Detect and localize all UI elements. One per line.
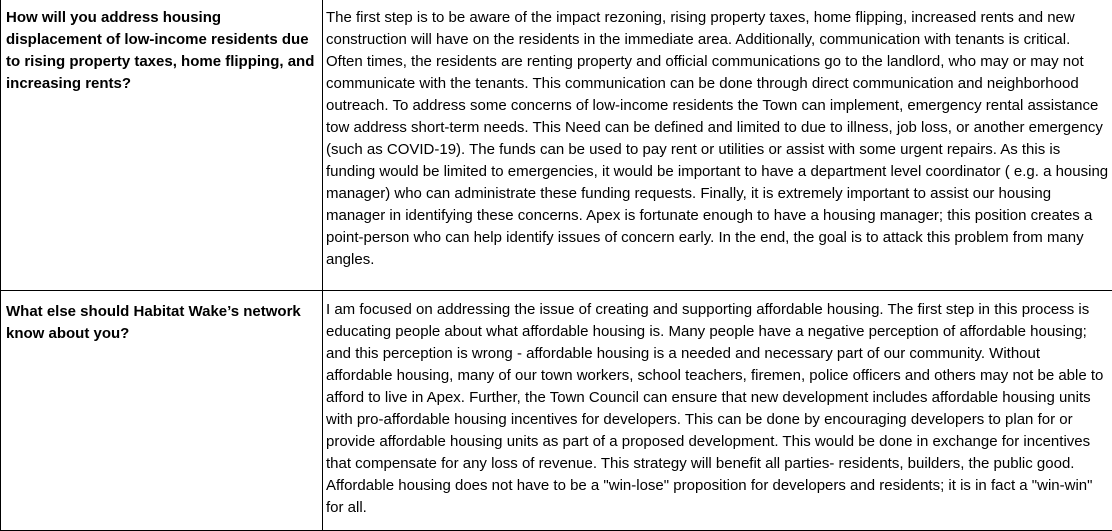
question-cell: How will you address housing displacement of low-income residents due to rising property taxes, home flipping, and increasing rents?	[1, 0, 323, 291]
question-cell: What else should Habitat Wake’s network know about you?	[1, 291, 323, 531]
table-row	[1, 291, 1112, 531]
table-row	[1, 0, 1112, 291]
answer-cell: I am focused on addressing the issue of creating and supporting affordable housing. The first step in this process is educating people about what affordable housing is. Many people have a negative perception of affordable housing; and this perception is wrong - affordable housing is a needed and necessary part of our community. Without affordable housing, many of our town workers, school teachers, firemen, police officers and others may not be able to afford to live in Apex. Further, the Town Council can ensure that new development includes affordable housing units with pro-affordable housing incentives for developers. This can be done by encouraging developers to plan for or provide affordable housing units as part of a proposed development. This would be done in exchange for incentives that compensate for any loss of revenue. This strategy will benefit all parties- residents, builders, the public good. Affordable housing does not have to be a "win-lose" proposition for developers and residents; it is in fact a "win-win" for all.	[323, 291, 1112, 531]
answer-cell: The first step is to be aware of the impact rezoning, rising property taxes, home flipping, increased rents and new construction will have on the residents in the immediate area. Additionally, communication with tenants is critical. Often times, the residents are renting property and official communications go to the landlord, who may or may not communicate with the tenants. This communication can be done through direct communication and neighborhood outreach. To address some concerns of low-income residents the Town can implement, emergency rental assistance tow address short-term needs. This Need can be defined and limited to due to illness, job loss, or another emergency (such as COVID-19). The funds can be used to pay rent or utilities or assist with some urgent repairs. As this is funding would be limited to emergencies, it would be important to have a department level coordinator ( e.g. a housing manager) who can administrate these funding requests. Finally, it is extremely important to assist our housing manager in identifying these concerns. Apex is fortunate enough to have a housing manager; this position creates a point-person who can help identify issues of concern early. In the end, the goal is to attack this problem from many angles.	[323, 0, 1112, 291]
